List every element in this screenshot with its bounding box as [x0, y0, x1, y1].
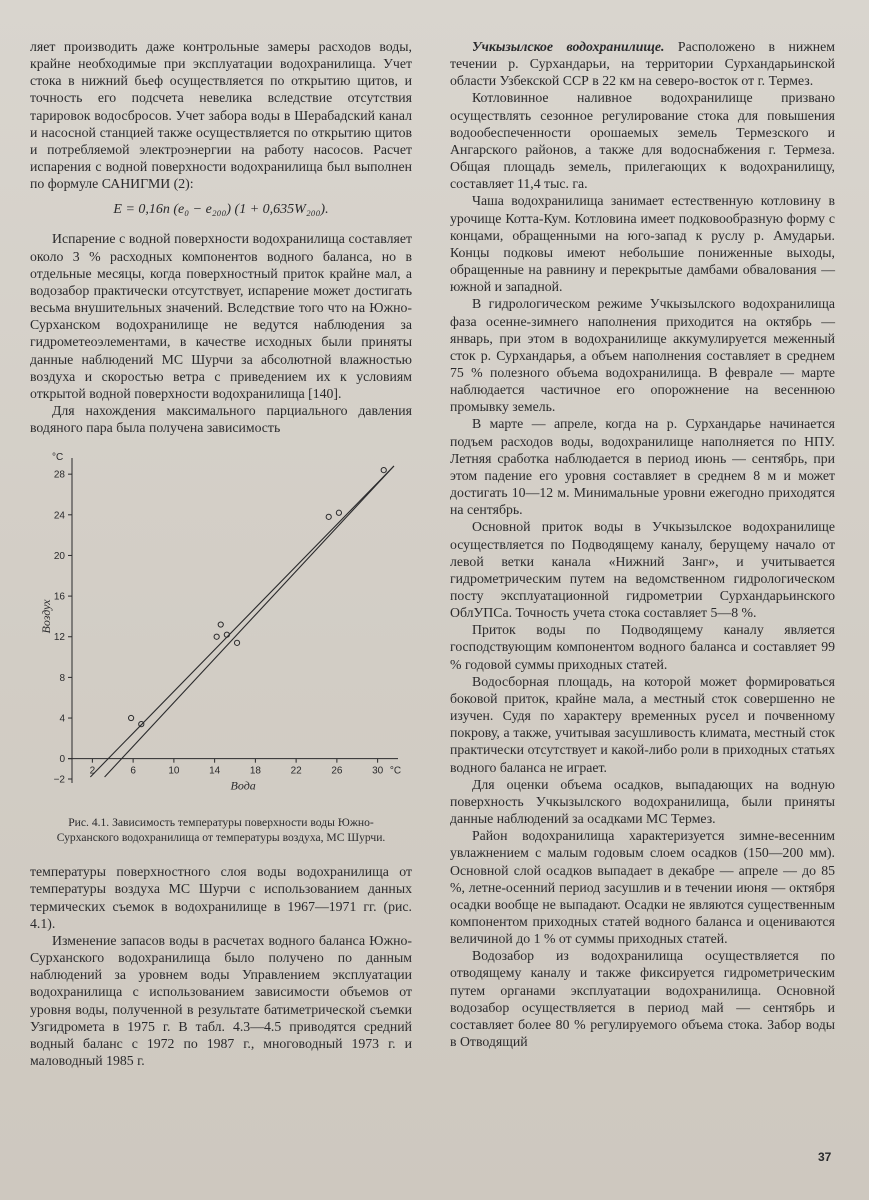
left-paragraph-1: ляет производить даже контрольные замеры расходов воды, крайне необходимые при эксплуатации водохранилища. Учет стока в нижний бьеф осуществляется по открытию щитов, и точность его подсчета невелика вследствие отсутствия тарировок водосбросов. Учет забора воды в Шерабадский канал и насосной станцией также осуществляется по открытию щитов и потребляемой электроэнергии на работу насосов. Расчет испарения с водной поверхности водохранилища был выполнен по формуле САНИГМИ (2):: [30, 39, 412, 192]
right-paragraph-10: Район водохранилища характеризуется зимне-весенним увлажнением с малым годовым слоем осадков (150—200 мм). Основной слой осадков выпадает в декабре — апреле — до 85 %, летне-осенний период засушлив и в течении июня — октября осадки вообще не выпадают. Осадки не являются существенным компонентом приходных статей водного баланса и оцениваются величиной до 1 % от суммы приходных статей.: [450, 828, 835, 947]
right-paragraph-2: Котловинное наливное водохранилище призвано осуществлять сезонное регулирование стока для повышения водообеспеченности орошаемых земель Термезского и Ангарского районов, а также для водоснабжения г. Термеза. Общая площадь земель, прилегающих к водохранилищу, составляет 11,4 тыс. га.: [450, 90, 835, 192]
x-tick-label: 14: [209, 765, 221, 777]
right-paragraph-8: Водосборная площадь, на которой может формироваться боковой приток, крайне мала, а местный сток совершенно не изучен. Судя по характеру временных русел и почвенному покрову, а также, учитывая засушливость климата, местный сток практически отсутствует и какой-либо роли в приходных статьях водного баланса не играет.: [450, 673, 835, 775]
data-point: [381, 468, 386, 473]
x-tick-label: 18: [249, 765, 261, 777]
y-tick-label: 4: [59, 713, 65, 725]
reservoir-title: Учкызылское водохранилище.: [472, 39, 665, 54]
left-paragraph-3: Для нахождения максимального парциального давления водяного пара была получена зависимость: [30, 402, 412, 436]
left-paragraph-4: температуры поверхностного слоя воды водохранилища от температуры воздуха МС Шурчи с использованием данных термических съемок в водохранилище в 1967—1971 гг. (рис. 4.1).: [30, 864, 412, 931]
x-axis-label: Вода: [230, 778, 256, 793]
y-tick-label: 0: [59, 754, 65, 766]
figure-caption: Рис. 4.1. Зависимость температуры поверхности воды Южно-Сурханского водохранилища от температуры воздуха, МС Шурчи.: [56, 816, 386, 844]
lower-envelope-line: [105, 466, 394, 777]
y-tick-label: 28: [53, 469, 65, 481]
x-tick-label: 26: [331, 765, 343, 777]
data-point: [128, 716, 133, 721]
right-paragraph-4: В гидрологическом режиме Учкызылского водохранилища фаза осенне-зимнего наполнения приходится на октябрь — январь, при этом в водохранилище аккумулируется меженный сток р. Сурхандарья, а объем наполнения составляет в среднем 75 % полезного объема водохранилища. В феврале — марте наблюдается частичное его опорожнение на весеннюю промывку земель.: [450, 296, 835, 415]
y-axis-label: Воздух: [39, 599, 53, 634]
right-paragraph-5: В марте — апреле, когда на р. Сурхандарье начинается подъем расходов воды, водохранилище наполняется по НПУ. Летняя сработка наблюдается в период июнь — сентябрь, при этом падение его уровня составляет в среднем 8 м и может достигать 10—12 м. Минимальные уровни ежегодно приходятся на сентябрь.: [450, 416, 835, 518]
y-tick-label: 24: [53, 510, 65, 522]
page-number: 37: [818, 1150, 832, 1164]
right-paragraph-7: Приток воды по Подводящему каналу является господствующим компонентом водного баланса и составляет 99 % годовой суммы приходных статей.: [450, 622, 835, 672]
data-point: [326, 515, 331, 520]
data-point: [336, 510, 341, 515]
x-tick-label: 2: [89, 765, 96, 777]
y-tick-label: 8: [59, 673, 65, 685]
x-tick-label: 22: [290, 765, 302, 777]
y-tick-label: −2: [53, 774, 65, 786]
right-paragraph-1-text: Расположено в нижнем течении р. Сурхандарьи, на территории Сурхандарьинской области Узбекской ССР в 22 км на северо-восток от г. Термез.: [450, 39, 835, 89]
x-tick-label: 10: [168, 765, 180, 777]
y-unit-label: °C: [52, 452, 64, 464]
figure-4-1: [30, 444, 412, 845]
data-point: [218, 622, 223, 627]
data-point: [214, 634, 219, 639]
x-unit-label: °C: [389, 765, 402, 777]
y-tick-label: 12: [53, 632, 65, 644]
right-paragraph-3: Чаша водохранилища занимает естественную котловину в урочище Котта-Кум. Котловина имеет подковообразную форму с концами, обращенными на юго-запад к руслу р. Амударьи. Концы подковы имеют небольшие пониженные выходы, обращенные на равнину и перекрытые дамбами обвалования — южной и западной.: [450, 193, 835, 295]
left-column: [30, 38, 412, 1069]
x-tick-label: 30: [372, 765, 384, 777]
y-tick-label: 20: [53, 551, 65, 563]
upper-envelope-line: [90, 466, 394, 777]
evaporation-formula: E = 0,16n (e₀ − e₂₀₀) (1 + 0,635W₂₀₀).: [113, 202, 329, 218]
right-paragraph-9: Для оценки объема осадков, выпадающих на водную поверхность Учкызылского водохранилища, были приняты данные наблюдений за осадками МС Термез.: [450, 776, 835, 827]
right-paragraph-11: Водозабор из водохранилища осуществляется по отводящему каналу и также фиксируется гидрометрическим путем органами эксплуатации водохранилища. Основной водозабор осуществляется в период май — сентябрь и составляет более 80 % регулируемого объема стока. Забор воды в Отводящий: [450, 948, 835, 1050]
data-point: [234, 641, 239, 646]
x-tick-label: 6: [130, 765, 136, 777]
right-paragraph-1: [450, 38, 835, 89]
y-tick-label: 16: [53, 591, 65, 603]
right-paragraph-6: Основной приток воды в Учкызылское водохранилище осуществляется по Подводящему каналу, берущему начало от левой ветки канала «Нижний Занг», и учитывается гидрометрическим путем на ведомственном гидрологическом посту эксплуатационной гидрометрии Сурхандарьинского ОблУПСа. Точность учета стока составляет 5—8 %.: [450, 519, 835, 621]
left-paragraph-2: Испарение с водной поверхности водохранилища составляет около 3 % расходных компонентов водного баланса, но в отдельные месяцы, когда поверхностный приток крайне мал, а водозабор практически отсутствует, испарение может достигать весьма внушительных значений. Вследствие того что на Южно-Сурханском водохранилище не ведутся наблюдения за гидрометеоэлементами, в качестве исходных были приняты данные наблюдений МС Шурчи за абсолютной влажностью воздуха и скоростью ветра с приведением их к условиям открытой водной поверхности водохранилища [140].: [30, 231, 412, 401]
temperature-chart: [30, 444, 412, 812]
right-column: [450, 38, 835, 1050]
left-paragraph-5: Изменение запасов воды в расчетах водного баланса Южно-Сурханского водохранилища было получено по данным наблюдений за уровнем воды Управлением эксплуатации водохранилища с использованием зависимости объемов от уровня воды, полученной в результате батиметрической съемки Узгидромета в 1975 г. В табл. 4.3—4.5 приводятся средний водный баланс с 1972 по 1987 г., многоводный 1973 г. и маловодный 1985 г.: [30, 932, 412, 1068]
